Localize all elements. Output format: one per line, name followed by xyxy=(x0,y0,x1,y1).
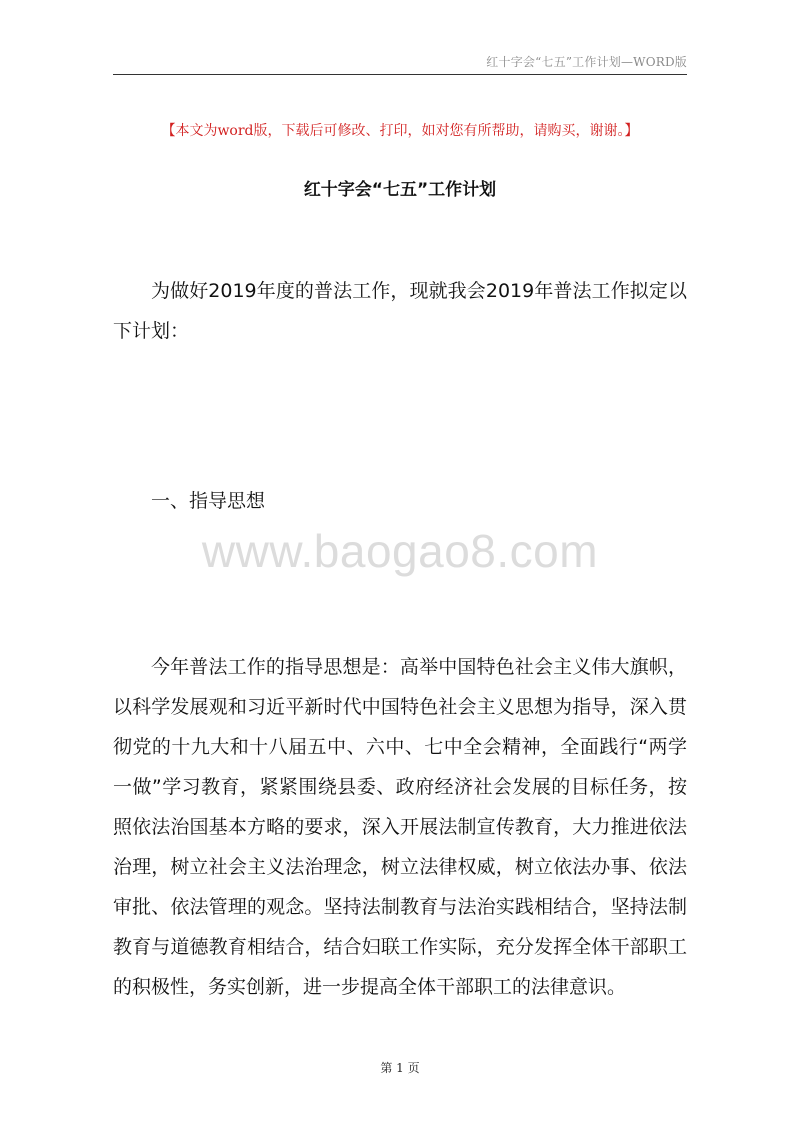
intro-paragraph: 为做好2019年度的普法工作，现就我会2019年普法工作拟定以下计划： xyxy=(113,280,687,342)
header-rule xyxy=(113,74,687,75)
running-header: 红十字会“七五”工作计划—WORD版 xyxy=(486,55,687,69)
download-notice: 【本文为word版，下载后可修改、打印，如对您有所帮助，请购买，谢谢。】 xyxy=(161,123,639,139)
section-heading: 一、指导思想 xyxy=(151,490,266,512)
document-title: 红十字会“七五”工作计划 xyxy=(303,180,497,200)
page-number: 第 1 页 xyxy=(380,1061,420,1075)
body-paragraph: 今年普法工作的指导思想是：高举中国特色社会主义伟大旗帜，以科学发展观和习近平新时代中国特色社会主义思想为指导，深入贯彻党的十九大和十八届五中、六中、七中全会精神，全面践行“两学一做”学习教育，紧紧围绕县委、政府经济社会发展的目标任务，按照依法治国基本方略的要求，深入开展法制宣传教育，大力推进依法治理，树立社会主义法治理念，树立法律权威，树立依法办事、依法审批、依法管理的观念。坚持法制教育与法治实践相结合，坚持法制教育与道德教育相结合，结合妇联工作实际，充分发挥全体干部职工的积极性，务实创新，进一步提高全体干部职工的法律意识。 xyxy=(113,656,687,998)
watermark: www.baogao8.com xyxy=(201,525,599,577)
